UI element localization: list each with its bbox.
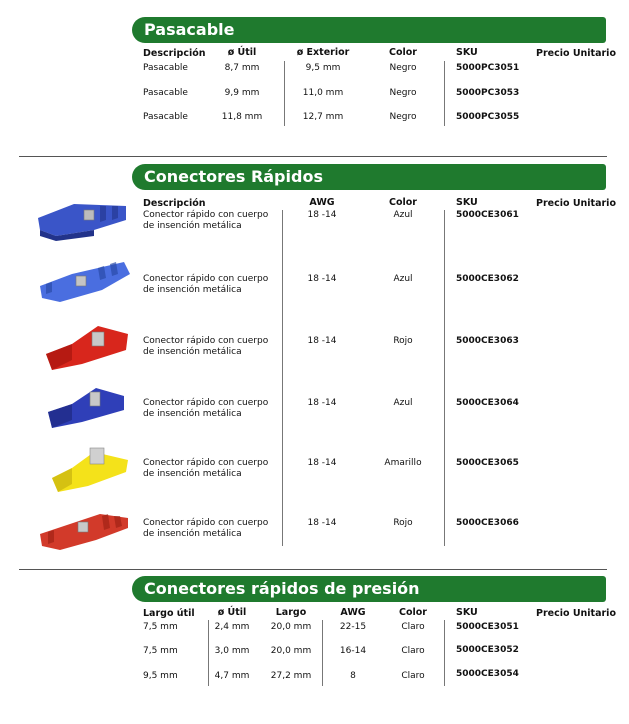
color: Claro (401, 671, 425, 681)
connector-red-image (42, 320, 132, 372)
descripcion-line2: de insención metálica (143, 347, 242, 357)
sku: 5000CE3066 (456, 518, 519, 528)
col-header-largo: Largo (275, 607, 307, 618)
color: Negro (389, 88, 417, 98)
color: Negro (389, 112, 417, 122)
connector-blue-image (44, 382, 128, 430)
descripcion-line1: Conector rápido con cuerpo (143, 210, 269, 220)
sku: 5000PC3055 (456, 112, 520, 122)
conectores-title: Conectores Rápidos (132, 164, 606, 190)
sku: 5000CE3062 (456, 274, 519, 284)
descripcion: Pasacable (143, 63, 188, 73)
awg: 18 -14 (307, 274, 337, 284)
util: 4,7 mm (214, 671, 250, 681)
awg: 18 -14 (307, 336, 337, 346)
divider (282, 210, 283, 546)
sku: 5000PC3051 (456, 63, 520, 73)
divider (208, 620, 209, 686)
exterior: 11,0 mm (302, 88, 344, 98)
color: Amarillo (384, 458, 422, 468)
sku: 5000PC3053 (456, 88, 520, 98)
col-header-color: Color (399, 607, 427, 618)
descripcion-line1: Conector rápido con cuerpo (143, 336, 269, 346)
awg: 8 (350, 671, 356, 681)
awg: 18 -14 (307, 518, 337, 528)
color: Negro (389, 63, 417, 73)
col-header-exterior: ø Exterior (296, 47, 350, 58)
col-header-precio: Precio Unitario (536, 608, 616, 619)
sku: 5000CE3052 (456, 645, 519, 655)
sku: 5000CE3061 (456, 210, 519, 220)
col-header-descripcion: Descripción (143, 48, 206, 59)
descripcion-line2: de insención metálica (143, 285, 242, 295)
connector-blue-image (36, 258, 132, 308)
descripcion: Pasacable (143, 88, 188, 98)
col-header-color: Color (389, 197, 417, 208)
divider (444, 210, 445, 546)
util: 8,7 mm (224, 63, 260, 73)
connector-red-image (36, 504, 132, 554)
descripcion: Pasacable (143, 112, 188, 122)
descripcion-line2: de insención metálica (143, 221, 242, 231)
exterior: 12,7 mm (302, 112, 344, 122)
presion-title: Conectores rápidos de presión (132, 576, 606, 602)
largo: 27,2 mm (270, 671, 312, 681)
util: 9,9 mm (224, 88, 260, 98)
util: 11,8 mm (221, 112, 263, 122)
section-divider (19, 569, 607, 570)
col-header-awg: AWG (340, 607, 366, 618)
col-header-sku: SKU (456, 197, 478, 208)
exterior: 9,5 mm (305, 63, 341, 73)
pasacable-title: Pasacable (132, 17, 606, 43)
largo: 20,0 mm (270, 646, 312, 656)
sku: 5000CE3065 (456, 458, 519, 468)
color: Azul (393, 398, 413, 408)
sku: 5000CE3063 (456, 336, 519, 346)
awg: 18 -14 (307, 398, 337, 408)
col-header-util: ø Útil (227, 47, 257, 58)
util: 3,0 mm (214, 646, 250, 656)
sku: 5000CE3064 (456, 398, 519, 408)
connector-yellow-image (48, 442, 130, 494)
color: Azul (393, 274, 413, 284)
largo-util: 7,5 mm (143, 646, 178, 656)
col-header-descripcion: Descripción (143, 198, 206, 209)
col-header-largo-util: Largo útil (143, 608, 195, 619)
sku: 5000CE3054 (456, 669, 519, 679)
color: Rojo (393, 336, 413, 346)
descripcion-line2: de insención metálica (143, 529, 242, 539)
descripcion-line2: de insención metálica (143, 409, 242, 419)
sku: 5000CE3051 (456, 622, 519, 632)
descripcion-line2: de insención metálica (143, 469, 242, 479)
color: Rojo (393, 518, 413, 528)
color: Azul (393, 210, 413, 220)
color: Claro (401, 622, 425, 632)
descripcion-line1: Conector rápido con cuerpo (143, 518, 269, 528)
col-header-color: Color (389, 47, 417, 58)
largo-util: 7,5 mm (143, 622, 178, 632)
section-divider (19, 156, 607, 157)
divider (444, 61, 445, 126)
descripcion-line1: Conector rápido con cuerpo (143, 274, 269, 284)
awg: 18 -14 (307, 210, 337, 220)
connector-blue-image (34, 196, 130, 242)
descripcion-line1: Conector rápido con cuerpo (143, 398, 269, 408)
col-header-sku: SKU (456, 607, 478, 618)
col-header-awg: AWG (309, 197, 335, 208)
awg: 16-14 (339, 646, 367, 656)
awg: 22-15 (339, 622, 367, 632)
largo-util: 9,5 mm (143, 671, 178, 681)
col-header-precio: Precio Unitario (536, 48, 616, 59)
largo: 20,0 mm (270, 622, 312, 632)
divider (322, 620, 323, 686)
util: 2,4 mm (214, 622, 250, 632)
col-header-util: ø Útil (217, 607, 247, 618)
divider (444, 620, 445, 686)
awg: 18 -14 (307, 458, 337, 468)
col-header-sku: SKU (456, 47, 478, 58)
color: Claro (401, 646, 425, 656)
descripcion-line1: Conector rápido con cuerpo (143, 458, 269, 468)
col-header-precio: Precio Unitario (536, 198, 616, 209)
